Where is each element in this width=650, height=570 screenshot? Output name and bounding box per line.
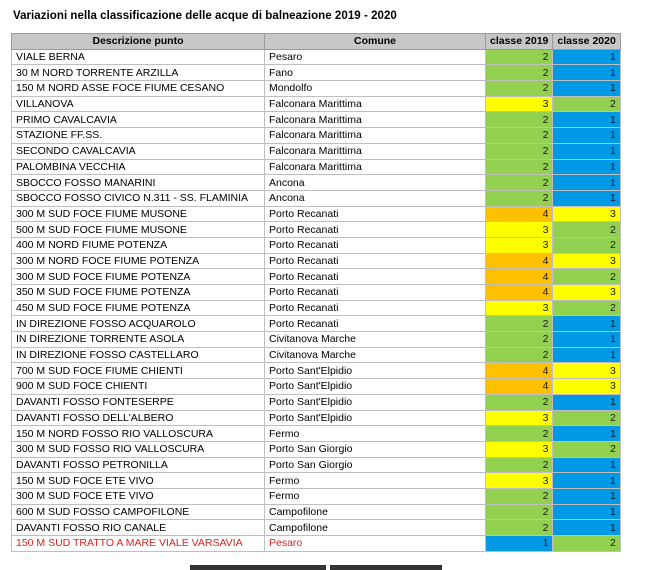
cell-classe-2020: 2 [553, 269, 620, 285]
cell-descrizione: 150 M SUD TRATTO A MARE VIALE VARSAVIA [12, 536, 265, 552]
cell-classe-2020: 1 [553, 457, 620, 473]
cell-comune: Campofilone [265, 504, 486, 520]
table-row [12, 488, 621, 504]
cell-classe-2020: 1 [553, 65, 620, 81]
cell-classe-2019: 2 [486, 112, 553, 128]
taskbar-segment [190, 565, 326, 570]
cell-classe-2019: 2 [486, 65, 553, 81]
cell-classe-2019: 2 [486, 81, 553, 97]
cell-classe-2019: 2 [486, 190, 553, 206]
cell-comune: Fermo [265, 488, 486, 504]
table-row [12, 65, 621, 81]
cell-descrizione: 300 M SUD FOSSO RIO VALLOSCURA [12, 441, 265, 457]
table-row [12, 96, 621, 112]
cell-classe-2020: 2 [553, 222, 620, 238]
table-row [12, 536, 621, 552]
table-row [12, 394, 621, 410]
cell-classe-2020: 3 [553, 379, 620, 395]
table-row [12, 190, 621, 206]
cell-classe-2020: 1 [553, 316, 620, 332]
cell-classe-2020: 1 [553, 394, 620, 410]
cell-classe-2020: 1 [553, 159, 620, 175]
table-row [12, 473, 621, 489]
cell-descrizione: 400 M NORD FIUME POTENZA [12, 237, 265, 253]
cell-classe-2019: 2 [486, 347, 553, 363]
cell-descrizione: IN DIREZIONE FOSSO ACQUAROLO [12, 316, 265, 332]
cell-descrizione: PALOMBINA VECCHIA [12, 159, 265, 175]
cell-comune: Fermo [265, 426, 486, 442]
cell-classe-2020: 1 [553, 347, 620, 363]
cell-comune: Falconara Marittima [265, 143, 486, 159]
cell-comune: Porto San Giorgio [265, 457, 486, 473]
cell-comune: Porto Sant'Elpidio [265, 410, 486, 426]
cell-comune: Ancona [265, 175, 486, 191]
table-row [12, 441, 621, 457]
cell-comune: Pesaro [265, 536, 486, 552]
cell-classe-2020: 2 [553, 410, 620, 426]
cell-descrizione: 300 M SUD FOCE FIUME MUSONE [12, 206, 265, 222]
cell-comune: Pesaro [265, 49, 486, 65]
cell-descrizione: 150 M SUD FOCE ETE VIVO [12, 473, 265, 489]
cell-classe-2020: 3 [553, 285, 620, 301]
table-row [12, 128, 621, 144]
cell-comune: Porto Recanati [265, 206, 486, 222]
cell-descrizione: DAVANTI FOSSO PETRONILLA [12, 457, 265, 473]
cell-descrizione: SBOCCO FOSSO MANARINI [12, 175, 265, 191]
table-row [12, 316, 621, 332]
header-comune: Comune [265, 34, 486, 50]
cell-classe-2020: 2 [553, 300, 620, 316]
table-row [12, 143, 621, 159]
cell-descrizione: DAVANTI FOSSO RIO CANALE [12, 520, 265, 536]
cell-descrizione: DAVANTI FOSSO DELL'ALBERO [12, 410, 265, 426]
cell-classe-2020: 1 [553, 49, 620, 65]
cell-comune: Porto Recanati [265, 269, 486, 285]
cell-descrizione: 600 M SUD FOSSO CAMPOFILONE [12, 504, 265, 520]
table-row [12, 237, 621, 253]
table-title: Variazioni nella classificazione delle acque di balneazione 2019 - 2020 [13, 10, 397, 22]
table-row [12, 504, 621, 520]
table-row [12, 457, 621, 473]
cell-classe-2019: 4 [486, 253, 553, 269]
table-row [12, 175, 621, 191]
table-row [12, 206, 621, 222]
cell-descrizione: 30 M NORD TORRENTE ARZILLA [12, 65, 265, 81]
cell-comune: Falconara Marittima [265, 96, 486, 112]
cell-descrizione: 900 M SUD FOCE CHIENTI [12, 379, 265, 395]
cell-descrizione: VIALE BERNA [12, 49, 265, 65]
cell-comune: Porto Sant'Elpidio [265, 363, 486, 379]
cell-comune: Porto San Giorgio [265, 441, 486, 457]
cell-classe-2019: 4 [486, 363, 553, 379]
cell-descrizione: 300 M NORD FOCE FIUME POTENZA [12, 253, 265, 269]
table-body [12, 49, 621, 551]
cell-classe-2020: 3 [553, 253, 620, 269]
cell-comune: Porto Recanati [265, 222, 486, 238]
cell-classe-2019: 3 [486, 441, 553, 457]
cell-classe-2020: 3 [553, 363, 620, 379]
cell-classe-2019: 2 [486, 394, 553, 410]
cell-comune: Fano [265, 65, 486, 81]
table-row [12, 347, 621, 363]
cell-classe-2019: 2 [486, 332, 553, 348]
cell-classe-2019: 4 [486, 269, 553, 285]
cell-classe-2019: 2 [486, 426, 553, 442]
cell-classe-2019: 4 [486, 206, 553, 222]
cell-descrizione: STAZIONE FF.SS. [12, 128, 265, 144]
cell-comune: Porto Recanati [265, 253, 486, 269]
cell-comune: Porto Recanati [265, 285, 486, 301]
cell-classe-2020: 1 [553, 81, 620, 97]
table-row [12, 300, 621, 316]
table-row [12, 379, 621, 395]
cell-classe-2019: 2 [486, 128, 553, 144]
cell-comune: Falconara Marittima [265, 128, 486, 144]
cell-classe-2019: 1 [486, 536, 553, 552]
cell-descrizione: 350 M SUD FOCE FIUME POTENZA [12, 285, 265, 301]
cell-classe-2020: 2 [553, 96, 620, 112]
cell-classe-2019: 2 [486, 175, 553, 191]
table-row [12, 253, 621, 269]
cell-classe-2019: 3 [486, 300, 553, 316]
cell-descrizione: 500 M SUD FOCE FIUME MUSONE [12, 222, 265, 238]
table-row [12, 159, 621, 175]
table-row [12, 222, 621, 238]
cell-classe-2020: 1 [553, 143, 620, 159]
cell-classe-2019: 2 [486, 143, 553, 159]
cell-descrizione: SBOCCO FOSSO CIVICO N.311 - SS. FLAMINIA [12, 190, 265, 206]
cell-classe-2020: 1 [553, 112, 620, 128]
cell-classe-2020: 3 [553, 206, 620, 222]
cell-descrizione: PRIMO CAVALCAVIA [12, 112, 265, 128]
cell-descrizione: SECONDO CAVALCAVIA [12, 143, 265, 159]
cell-descrizione: 150 M NORD FOSSO RIO VALLOSCURA [12, 426, 265, 442]
cell-comune: Campofilone [265, 520, 486, 536]
table-row [12, 410, 621, 426]
cell-descrizione: 150 M NORD ASSE FOCE FIUME CESANO [12, 81, 265, 97]
cell-descrizione: IN DIREZIONE FOSSO CASTELLARO [12, 347, 265, 363]
cell-classe-2019: 2 [486, 159, 553, 175]
taskbar-segment [330, 565, 442, 570]
cell-classe-2020: 1 [553, 473, 620, 489]
cell-comune: Porto Sant'Elpidio [265, 379, 486, 395]
header-descrizione: Descrizione punto [12, 34, 265, 50]
cell-classe-2020: 1 [553, 190, 620, 206]
cell-classe-2019: 3 [486, 410, 553, 426]
table-row [12, 112, 621, 128]
cell-classe-2020: 1 [553, 332, 620, 348]
cell-comune: Porto Recanati [265, 316, 486, 332]
cell-descrizione: IN DIREZIONE TORRENTE ASOLA [12, 332, 265, 348]
cell-descrizione: DAVANTI FOSSO FONTESERPE [12, 394, 265, 410]
cell-classe-2020: 2 [553, 536, 620, 552]
cell-classe-2019: 2 [486, 316, 553, 332]
cell-classe-2019: 3 [486, 473, 553, 489]
cell-classe-2019: 2 [486, 488, 553, 504]
cell-classe-2019: 2 [486, 49, 553, 65]
table-row [12, 49, 621, 65]
cell-comune: Porto Recanati [265, 300, 486, 316]
cell-classe-2019: 2 [486, 457, 553, 473]
cell-classe-2019: 3 [486, 96, 553, 112]
cell-descrizione: 300 M SUD FOCE FIUME POTENZA [12, 269, 265, 285]
cell-comune: Falconara Marittima [265, 159, 486, 175]
cell-comune: Porto Recanati [265, 237, 486, 253]
cell-classe-2019: 4 [486, 285, 553, 301]
cell-classe-2020: 1 [553, 520, 620, 536]
cell-classe-2020: 1 [553, 504, 620, 520]
cell-classe-2020: 2 [553, 441, 620, 457]
cell-comune: Falconara Marittima [265, 112, 486, 128]
cell-classe-2020: 2 [553, 237, 620, 253]
table-row [12, 426, 621, 442]
cell-comune: Fermo [265, 473, 486, 489]
cell-classe-2019: 3 [486, 222, 553, 238]
cell-classe-2020: 1 [553, 488, 620, 504]
cell-classe-2020: 1 [553, 426, 620, 442]
cell-descrizione: 700 M SUD FOCE FIUME CHIENTI [12, 363, 265, 379]
cell-classe-2019: 3 [486, 237, 553, 253]
cell-comune: Porto Sant'Elpidio [265, 394, 486, 410]
cell-comune: Mondolfo [265, 81, 486, 97]
cell-classe-2020: 1 [553, 175, 620, 191]
cell-comune: Ancona [265, 190, 486, 206]
cell-descrizione: 300 M SUD FOCE ETE VIVO [12, 488, 265, 504]
table-row [12, 285, 621, 301]
cell-comune: Civitanova Marche [265, 347, 486, 363]
cell-classe-2019: 2 [486, 504, 553, 520]
table-row [12, 81, 621, 97]
cell-classe-2019: 4 [486, 379, 553, 395]
header-row [12, 34, 621, 50]
table-row [12, 363, 621, 379]
cell-comune: Civitanova Marche [265, 332, 486, 348]
table-row [12, 332, 621, 348]
table-row [12, 520, 621, 536]
table-row [12, 269, 621, 285]
header-classe-2019: classe 2019 [486, 34, 553, 50]
cell-descrizione: VILLANOVA [12, 96, 265, 112]
classification-table [11, 33, 621, 552]
cell-descrizione: 450 M SUD FOCE FIUME POTENZA [12, 300, 265, 316]
cell-classe-2019: 2 [486, 520, 553, 536]
header-classe-2020: classe 2020 [553, 34, 620, 50]
cell-classe-2020: 1 [553, 128, 620, 144]
